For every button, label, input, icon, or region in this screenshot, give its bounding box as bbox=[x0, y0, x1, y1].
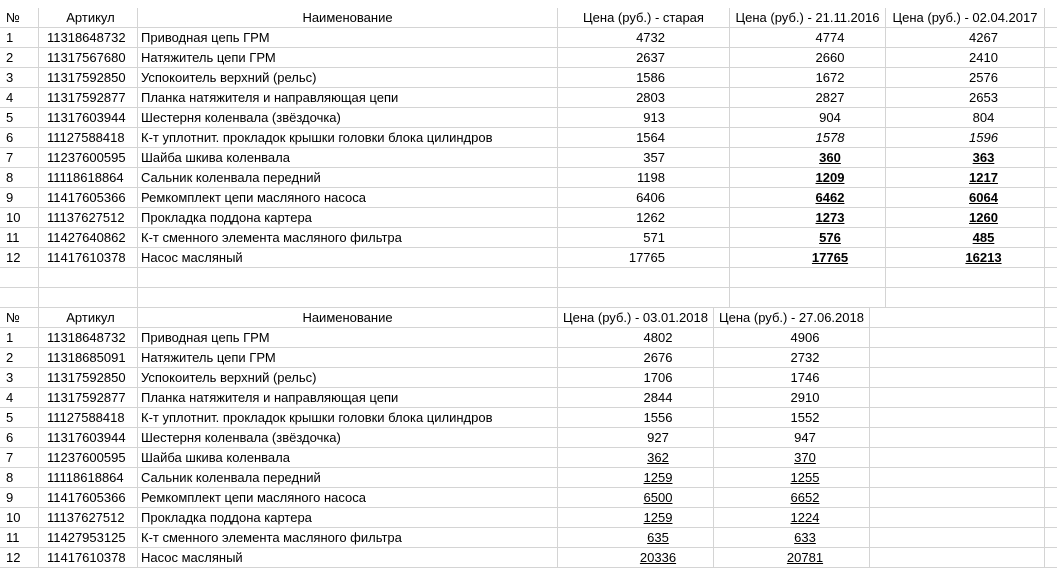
name-cell[interactable]: Шестерня коленвала (звёздочка) bbox=[138, 428, 558, 448]
empty-cell[interactable] bbox=[1045, 548, 1057, 568]
empty-row bbox=[0, 288, 1057, 308]
price-value: 363 bbox=[972, 150, 995, 165]
article-cell[interactable]: 11237600595 bbox=[39, 448, 138, 468]
price-2018-jan-cell[interactable] bbox=[558, 468, 714, 488]
article-cell[interactable]: 11118618864 bbox=[39, 468, 138, 488]
empty-cell[interactable] bbox=[870, 328, 1045, 348]
name-cell[interactable]: К-т сменного элемента масляного фильтра bbox=[138, 528, 558, 548]
table-row bbox=[0, 68, 1057, 88]
article-cell[interactable]: 11318648732 bbox=[39, 328, 138, 348]
row-number[interactable]: 2 bbox=[0, 348, 39, 368]
table-row bbox=[0, 468, 1057, 488]
price-2017-cell[interactable] bbox=[886, 188, 1045, 208]
table-row bbox=[0, 428, 1057, 448]
table-row bbox=[0, 528, 1057, 548]
price-2017-cell[interactable]: 2653 bbox=[886, 88, 1045, 108]
article-cell[interactable]: 11317592850 bbox=[39, 68, 138, 88]
price-value: 6462 bbox=[815, 190, 845, 205]
empty-cell[interactable] bbox=[138, 288, 558, 308]
row-number[interactable]: 10 bbox=[0, 508, 39, 528]
empty-cell[interactable] bbox=[1045, 88, 1057, 108]
price-old-cell[interactable]: 571 bbox=[558, 228, 730, 248]
empty-cell[interactable] bbox=[870, 488, 1045, 508]
row-number[interactable]: 3 bbox=[0, 68, 39, 88]
price-2017-cell[interactable] bbox=[886, 228, 1045, 248]
name-cell[interactable]: Шестерня коленвала (звёздочка) bbox=[138, 108, 558, 128]
price-value: 16213 bbox=[965, 250, 1002, 265]
article-cell[interactable]: 11118618864 bbox=[39, 168, 138, 188]
price-2017-cell[interactable] bbox=[886, 248, 1045, 268]
price-value: 1259 bbox=[643, 510, 673, 525]
empty-cell[interactable] bbox=[1045, 48, 1057, 68]
empty-cell[interactable] bbox=[558, 288, 730, 308]
price-2017-cell[interactable] bbox=[886, 168, 1045, 188]
empty-cell[interactable] bbox=[1045, 428, 1057, 448]
name-cell[interactable]: Натяжитель цепи ГРМ bbox=[138, 48, 558, 68]
price-2017-cell[interactable]: 2576 bbox=[886, 68, 1045, 88]
empty-row bbox=[0, 268, 1057, 288]
article-cell[interactable]: 11427953125 bbox=[39, 528, 138, 548]
price-2018-jun-cell[interactable] bbox=[714, 488, 870, 508]
row-number[interactable]: 6 bbox=[0, 428, 39, 448]
price-2016-cell[interactable] bbox=[730, 228, 886, 248]
price-2017-cell[interactable] bbox=[886, 208, 1045, 228]
empty-cell[interactable] bbox=[1045, 128, 1057, 148]
empty-cell[interactable] bbox=[886, 288, 1045, 308]
row-number[interactable]: 8 bbox=[0, 168, 39, 188]
price-2017-cell[interactable]: 2410 bbox=[886, 48, 1045, 68]
table-row bbox=[0, 328, 1057, 348]
empty-cell[interactable] bbox=[1045, 248, 1057, 268]
article-cell[interactable]: 11318685091 bbox=[39, 348, 138, 368]
row-number[interactable]: 11 bbox=[0, 528, 39, 548]
price-value: 1255 bbox=[790, 470, 820, 485]
price-value: 20781 bbox=[786, 550, 824, 565]
table1-header-row bbox=[0, 8, 1057, 28]
header-price-2018-jan[interactable]: Цена (руб.) - 03.01.2018 bbox=[558, 308, 714, 328]
empty-cell[interactable] bbox=[1045, 388, 1057, 408]
row-number[interactable]: 10 bbox=[0, 208, 39, 228]
header-article[interactable]: Артикул bbox=[39, 308, 138, 328]
row-number[interactable]: 12 bbox=[0, 248, 39, 268]
name-cell[interactable]: Шайба шкива коленвала bbox=[138, 448, 558, 468]
empty-cell[interactable] bbox=[870, 348, 1045, 368]
price-2016-cell[interactable]: 2660 bbox=[730, 48, 886, 68]
table-row bbox=[0, 28, 1057, 48]
price-2016-cell[interactable]: 1672 bbox=[730, 68, 886, 88]
price-2018-jun-cell[interactable]: 4906 bbox=[714, 328, 870, 348]
price-2018-jan-cell[interactable]: 4802 bbox=[558, 328, 714, 348]
price-2018-jun-cell[interactable] bbox=[714, 528, 870, 548]
price-2016-cell[interactable] bbox=[730, 248, 886, 268]
empty-cell[interactable] bbox=[1045, 68, 1057, 88]
price-value: 1217 bbox=[969, 170, 998, 185]
price-2016-cell[interactable]: 4774 bbox=[730, 28, 886, 48]
price-old-cell[interactable]: 1586 bbox=[558, 68, 730, 88]
empty-cell[interactable] bbox=[1045, 188, 1057, 208]
price-2018-jun-cell[interactable]: 1552 bbox=[714, 408, 870, 428]
article-cell[interactable]: 11417610378 bbox=[39, 248, 138, 268]
price-value: 635 bbox=[647, 530, 669, 545]
article-cell[interactable]: 11317567680 bbox=[39, 48, 138, 68]
table-row bbox=[0, 348, 1057, 368]
price-2016-cell[interactable]: 2827 bbox=[730, 88, 886, 108]
article-cell[interactable]: 11417605366 bbox=[39, 488, 138, 508]
header-article[interactable]: Артикул bbox=[39, 8, 138, 28]
table-row bbox=[0, 88, 1057, 108]
price-value: 1259 bbox=[643, 470, 673, 485]
article-cell[interactable]: 11317592877 bbox=[39, 388, 138, 408]
price-2018-jan-cell[interactable] bbox=[558, 508, 714, 528]
price-2016-cell[interactable] bbox=[730, 188, 886, 208]
header-price-old[interactable]: Цена (руб.) - старая bbox=[558, 8, 730, 28]
empty-cell[interactable] bbox=[1045, 8, 1057, 28]
empty-cell[interactable] bbox=[558, 268, 730, 288]
empty-cell[interactable] bbox=[870, 368, 1045, 388]
price-value: 6500 bbox=[643, 490, 673, 505]
empty-cell[interactable] bbox=[870, 308, 1045, 328]
price-value: 576 bbox=[819, 230, 841, 245]
empty-cell[interactable] bbox=[39, 288, 138, 308]
price-value: 1260 bbox=[969, 210, 998, 225]
table-row bbox=[0, 448, 1057, 468]
price-2018-jan-cell[interactable] bbox=[558, 528, 714, 548]
table-row bbox=[0, 488, 1057, 508]
empty-cell[interactable] bbox=[870, 408, 1045, 428]
name-cell[interactable]: Прокладка поддона картера bbox=[138, 208, 558, 228]
price-2018-jan-cell[interactable]: 2676 bbox=[558, 348, 714, 368]
price-old-cell[interactable]: 2803 bbox=[558, 88, 730, 108]
price-old-cell[interactable]: 6406 bbox=[558, 188, 730, 208]
price-2017-cell[interactable] bbox=[886, 148, 1045, 168]
price-value: 362 bbox=[647, 450, 669, 465]
table-row bbox=[0, 228, 1057, 248]
empty-cell[interactable] bbox=[1045, 308, 1057, 328]
price-old-cell[interactable]: 17765 bbox=[558, 248, 730, 268]
price-value: 485 bbox=[972, 230, 995, 245]
price-2017-cell[interactable]: 1596 bbox=[886, 128, 1045, 148]
table-row bbox=[0, 108, 1057, 128]
price-2018-jan-cell[interactable] bbox=[558, 548, 714, 568]
name-cell[interactable]: Успокоитель верхний (рельс) bbox=[138, 368, 558, 388]
name-cell[interactable]: Ремкомплект цепи масляного насоса bbox=[138, 188, 558, 208]
price-value: 1273 bbox=[815, 210, 845, 225]
empty-cell[interactable] bbox=[138, 268, 558, 288]
table-row bbox=[0, 48, 1057, 68]
table-row bbox=[0, 408, 1057, 428]
name-cell[interactable]: Успокоитель верхний (рельс) bbox=[138, 68, 558, 88]
price-2016-cell[interactable]: 904 bbox=[730, 108, 886, 128]
empty-cell[interactable] bbox=[1045, 408, 1057, 428]
price-2018-jun-cell[interactable]: 2732 bbox=[714, 348, 870, 368]
price-2018-jan-cell[interactable]: 2844 bbox=[558, 388, 714, 408]
empty-cell[interactable] bbox=[39, 268, 138, 288]
price-2018-jan-cell[interactable] bbox=[558, 448, 714, 468]
price-2016-cell[interactable]: 1578 bbox=[730, 128, 886, 148]
name-cell[interactable]: Сальник коленвала передний bbox=[138, 168, 558, 188]
price-value: 370 bbox=[794, 450, 816, 465]
price-value: 17765 bbox=[811, 250, 849, 265]
row-number[interactable]: 1 bbox=[0, 328, 39, 348]
row-number[interactable]: 7 bbox=[0, 148, 39, 168]
name-cell[interactable]: Ремкомплект цепи масляного насоса bbox=[138, 488, 558, 508]
article-cell[interactable]: 11318648732 bbox=[39, 28, 138, 48]
article-cell[interactable]: 11137627512 bbox=[39, 208, 138, 228]
name-cell[interactable]: К-т уплотнит. прокладок крышки головки блока цилиндров bbox=[138, 408, 558, 428]
name-cell[interactable]: Прокладка поддона картера bbox=[138, 508, 558, 528]
row-number[interactable]: 12 bbox=[0, 548, 39, 568]
row-number[interactable]: 3 bbox=[0, 368, 39, 388]
empty-cell[interactable] bbox=[1045, 268, 1057, 288]
empty-cell[interactable] bbox=[1045, 288, 1057, 308]
price-value: 6652 bbox=[790, 490, 820, 505]
empty-cell[interactable] bbox=[1045, 368, 1057, 388]
empty-cell[interactable] bbox=[1045, 468, 1057, 488]
name-cell[interactable]: К-т сменного элемента масляного фильтра bbox=[138, 228, 558, 248]
row-number[interactable]: 5 bbox=[0, 408, 39, 428]
name-cell[interactable]: Шайба шкива коленвала bbox=[138, 148, 558, 168]
price-value: 1209 bbox=[815, 170, 845, 185]
row-number[interactable]: 2 bbox=[0, 48, 39, 68]
row-number[interactable]: 11 bbox=[0, 228, 39, 248]
name-cell[interactable]: Планка натяжителя и направляющая цепи bbox=[138, 388, 558, 408]
name-cell[interactable]: Приводная цепь ГРМ bbox=[138, 28, 558, 48]
price-old-cell[interactable]: 357 bbox=[558, 148, 730, 168]
header-price-2017[interactable]: Цена (руб.) - 02.04.2017 bbox=[886, 8, 1045, 28]
price-old-cell[interactable]: 1262 bbox=[558, 208, 730, 228]
article-cell[interactable]: 11317592877 bbox=[39, 88, 138, 108]
price-2016-cell[interactable] bbox=[730, 168, 886, 188]
price-2018-jun-cell[interactable] bbox=[714, 548, 870, 568]
name-cell[interactable]: Насос масляный bbox=[138, 548, 558, 568]
empty-cell[interactable] bbox=[1045, 508, 1057, 528]
empty-cell[interactable] bbox=[0, 268, 39, 288]
table-row bbox=[0, 168, 1057, 188]
header-name[interactable]: Наименование bbox=[138, 8, 558, 28]
row-number[interactable]: 1 bbox=[0, 28, 39, 48]
price-old-cell[interactable]: 1198 bbox=[558, 168, 730, 188]
empty-cell[interactable] bbox=[1045, 348, 1057, 368]
article-cell[interactable]: 11417605366 bbox=[39, 188, 138, 208]
article-cell[interactable]: 11427640862 bbox=[39, 228, 138, 248]
price-old-cell[interactable]: 1564 bbox=[558, 128, 730, 148]
table-row bbox=[0, 208, 1057, 228]
price-2018-jun-cell[interactable] bbox=[714, 508, 870, 528]
empty-cell[interactable] bbox=[1045, 148, 1057, 168]
row-number[interactable]: 9 bbox=[0, 488, 39, 508]
header-name[interactable]: Наименование bbox=[138, 308, 558, 328]
table2-header-row bbox=[0, 308, 1057, 328]
empty-cell[interactable] bbox=[730, 268, 886, 288]
empty-cell[interactable] bbox=[870, 468, 1045, 488]
name-cell[interactable]: Сальник коленвала передний bbox=[138, 468, 558, 488]
price-2016-cell[interactable] bbox=[730, 208, 886, 228]
table-row bbox=[0, 188, 1057, 208]
row-number[interactable]: 6 bbox=[0, 128, 39, 148]
name-cell[interactable]: Приводная цепь ГРМ bbox=[138, 328, 558, 348]
empty-cell[interactable] bbox=[870, 428, 1045, 448]
name-cell[interactable]: Насос масляный bbox=[138, 248, 558, 268]
table-row bbox=[0, 128, 1057, 148]
table-row bbox=[0, 388, 1057, 408]
header-number[interactable]: № bbox=[0, 8, 39, 28]
header-price-2018-jun[interactable]: Цена (руб.) - 27.06.2018 bbox=[714, 308, 870, 328]
table-row bbox=[0, 368, 1057, 388]
empty-cell[interactable] bbox=[1045, 448, 1057, 468]
empty-cell[interactable] bbox=[1045, 228, 1057, 248]
empty-cell[interactable] bbox=[1045, 488, 1057, 508]
price-old-cell[interactable]: 4732 bbox=[558, 28, 730, 48]
price-value: 20336 bbox=[639, 550, 677, 565]
empty-cell[interactable] bbox=[870, 548, 1045, 568]
empty-cell[interactable] bbox=[1045, 528, 1057, 548]
empty-cell[interactable] bbox=[886, 268, 1045, 288]
empty-cell[interactable] bbox=[1045, 28, 1057, 48]
empty-cell[interactable] bbox=[870, 528, 1045, 548]
price-value: 360 bbox=[819, 150, 841, 165]
price-old-cell[interactable]: 913 bbox=[558, 108, 730, 128]
article-cell[interactable]: 11317592850 bbox=[39, 368, 138, 388]
price-2018-jun-cell[interactable] bbox=[714, 448, 870, 468]
price-2018-jan-cell[interactable]: 1706 bbox=[558, 368, 714, 388]
row-number[interactable]: 4 bbox=[0, 388, 39, 408]
price-old-cell[interactable]: 2637 bbox=[558, 48, 730, 68]
article-cell[interactable]: 11237600595 bbox=[39, 148, 138, 168]
table-row bbox=[0, 148, 1057, 168]
price-2016-cell[interactable] bbox=[730, 148, 886, 168]
row-number[interactable]: 4 bbox=[0, 88, 39, 108]
name-cell[interactable]: К-т уплотнит. прокладок крышки головки блока цилиндров bbox=[138, 128, 558, 148]
table-row bbox=[0, 508, 1057, 528]
price-value: 1224 bbox=[790, 510, 820, 525]
empty-cell[interactable] bbox=[730, 288, 886, 308]
price-2017-cell[interactable]: 804 bbox=[886, 108, 1045, 128]
row-number[interactable]: 5 bbox=[0, 108, 39, 128]
article-cell[interactable]: 11317603944 bbox=[39, 108, 138, 128]
row-number[interactable]: 8 bbox=[0, 468, 39, 488]
empty-cell[interactable] bbox=[1045, 168, 1057, 188]
row-number[interactable]: 7 bbox=[0, 448, 39, 468]
price-2018-jan-cell[interactable] bbox=[558, 488, 714, 508]
price-2018-jun-cell[interactable]: 2910 bbox=[714, 388, 870, 408]
header-number[interactable]: № bbox=[0, 308, 39, 328]
article-cell[interactable]: 11417610378 bbox=[39, 548, 138, 568]
empty-cell[interactable] bbox=[0, 288, 39, 308]
table-row bbox=[0, 248, 1057, 268]
price-value: 633 bbox=[794, 530, 816, 545]
name-cell[interactable]: Натяжитель цепи ГРМ bbox=[138, 348, 558, 368]
empty-cell[interactable] bbox=[870, 388, 1045, 408]
article-cell[interactable]: 11127588418 bbox=[39, 408, 138, 428]
price-2017-cell[interactable]: 4267 bbox=[886, 28, 1045, 48]
empty-cell[interactable] bbox=[1045, 328, 1057, 348]
price-value: 6064 bbox=[969, 190, 998, 205]
price-2018-jan-cell[interactable]: 1556 bbox=[558, 408, 714, 428]
price-2018-jun-cell[interactable]: 1746 bbox=[714, 368, 870, 388]
article-cell[interactable]: 11127588418 bbox=[39, 128, 138, 148]
header-price-2016[interactable]: Цена (руб.) - 21.11.2016 bbox=[730, 8, 886, 28]
empty-cell[interactable] bbox=[870, 448, 1045, 468]
article-cell[interactable]: 11137627512 bbox=[39, 508, 138, 528]
empty-cell[interactable] bbox=[870, 508, 1045, 528]
article-cell[interactable]: 11317603944 bbox=[39, 428, 138, 448]
price-2018-jun-cell[interactable] bbox=[714, 468, 870, 488]
table-row bbox=[0, 548, 1057, 568]
price-2018-jan-cell[interactable]: 927 bbox=[558, 428, 714, 448]
row-number[interactable]: 9 bbox=[0, 188, 39, 208]
price-2018-jun-cell[interactable]: 947 bbox=[714, 428, 870, 448]
empty-cell[interactable] bbox=[1045, 108, 1057, 128]
name-cell[interactable]: Планка натяжителя и направляющая цепи bbox=[138, 88, 558, 108]
empty-cell[interactable] bbox=[1045, 208, 1057, 228]
